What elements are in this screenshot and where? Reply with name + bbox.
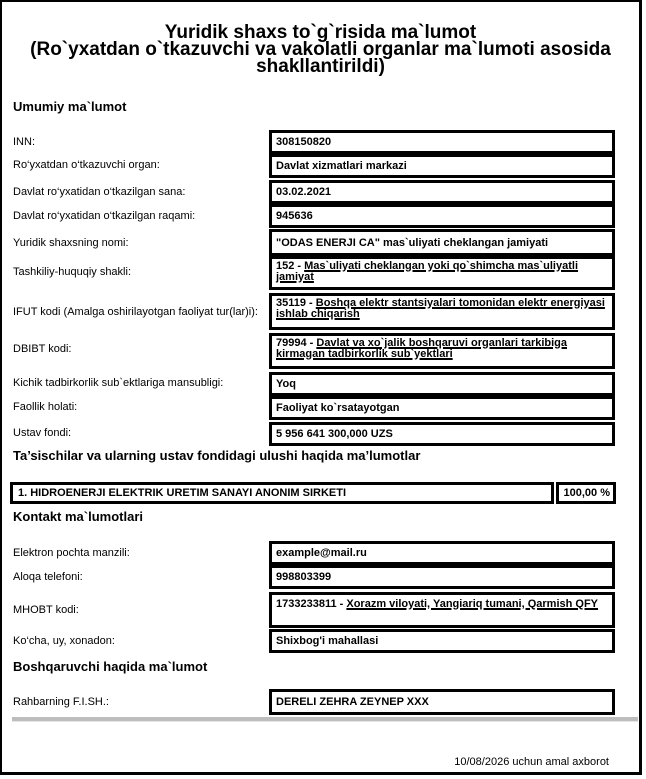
email-label: Elektron pochta manzili: [13, 547, 130, 559]
mhobt-code: 1733233811 - [276, 598, 347, 610]
general-heading: Umumiy ma`lumot [13, 99, 127, 114]
director-label: Rahbarning F.I.SH.: [13, 696, 109, 708]
legal-form-label: Tashkiliy-huquqiy shakli: [13, 266, 131, 278]
document-title [12, 24, 629, 75]
phone-value: 998803399 [269, 565, 615, 589]
footer-note: 10/08/2026 uchun amal axborot [454, 756, 609, 768]
inn-label: INN: [13, 136, 35, 148]
legal-form-value [269, 256, 615, 290]
street-label: Ko‘cha, uy, xonadon: [13, 635, 115, 647]
entity-name-value: "ODAS ENERJI CA" mas`uliyati cheklangan jamiyati [269, 229, 615, 256]
founder-share: 100,00 % [556, 482, 616, 504]
entity-name-label: Yuridik shaxsning nomi: [13, 237, 129, 249]
registrar-value: Davlat xizmatlari markazi [269, 154, 615, 178]
phone-label: Aloqa telefoni: [13, 571, 83, 583]
mhobt-description: Xorazm viloyati, Yangiariq tumani, Qarmish QFY [346, 598, 599, 610]
registration-date-value: 03.02.2021 [269, 180, 615, 204]
ifut-code: 35119 - [276, 297, 316, 309]
registration-date-label: Davlat ro‘yxatidan o‘tkazilgan sana: [13, 186, 186, 198]
dbibt-code: 79994 - [276, 337, 317, 349]
email-value: example@mail.ru [269, 541, 615, 565]
small-business-value: Yoq [269, 372, 615, 396]
mhobt-label: MHOBT kodi: [13, 604, 79, 616]
contact-heading: Kontakt ma`lumotlari [13, 509, 144, 524]
dbibt-value [269, 333, 615, 369]
ifut-label: IFUT kodi (Amalga oshirilayotgan faoliyat tur(lar)i): [13, 306, 258, 318]
founders-heading: Ta’sischilar va ularning ustav fondidagi ulushi haqida ma’lumotlar [13, 448, 421, 463]
title-line-2: (Ro`yxatdan o`tkazuvchi va vakolatli organlar ma`lumoti asosida shakllantirildi) [30, 39, 611, 77]
dbibt-description: Davlat va xo`jalik boshqaruvi organlari tarkibiga kirmagan tadbirkorlik sub`yektlari [276, 337, 568, 360]
activity-status-label: Faollik holati: [13, 401, 78, 413]
registration-number-label: Davlat ro‘yxatidan o‘tkazilgan raqami: [13, 210, 196, 222]
title-line-1: Yuridik shaxs to`g`risida ma`lumot [164, 22, 477, 43]
small-business-label: Kichik tadbirkorlik sub`ektlariga mansubligi: [13, 377, 224, 389]
director-value: DERELI ZEHRA ZEYNEP XXX [269, 689, 615, 715]
inn-value: 308150820 [269, 130, 615, 154]
footer-divider [12, 717, 638, 722]
founder-name: 1. HIDROENERJI ELEKTRIK URETIM SANAYI ANONIM SIRKETI [10, 482, 554, 504]
street-value: Shixbog'i mahallasi [269, 629, 615, 653]
dbibt-label: DBIBT kodi: [13, 343, 72, 355]
ifut-value [269, 293, 615, 330]
management-heading: Boshqaruvchi haqida ma`lumot [13, 659, 208, 674]
mhobt-value [269, 592, 615, 628]
registrar-label: Ro‘yxatdan o‘tkazuvchi organ: [13, 159, 160, 171]
registration-number-value: 945636 [269, 204, 615, 228]
legal-form-description: Mas`uliyati cheklangan yoki qo`shimcha mas`uliyatli jamiyat [276, 260, 578, 283]
activity-status-value: Faoliyat ko`rsatayotgan [269, 396, 615, 420]
charter-capital-value: 5 956 641 300,000 UZS [269, 422, 615, 446]
ifut-description: Boshqa elektr stantsiyalari tomonidan elektr energiyasi ishlab chiqarish [276, 297, 605, 320]
legal-form-code: 152 - [276, 260, 305, 272]
charter-capital-label: Ustav fondi: [13, 427, 72, 439]
